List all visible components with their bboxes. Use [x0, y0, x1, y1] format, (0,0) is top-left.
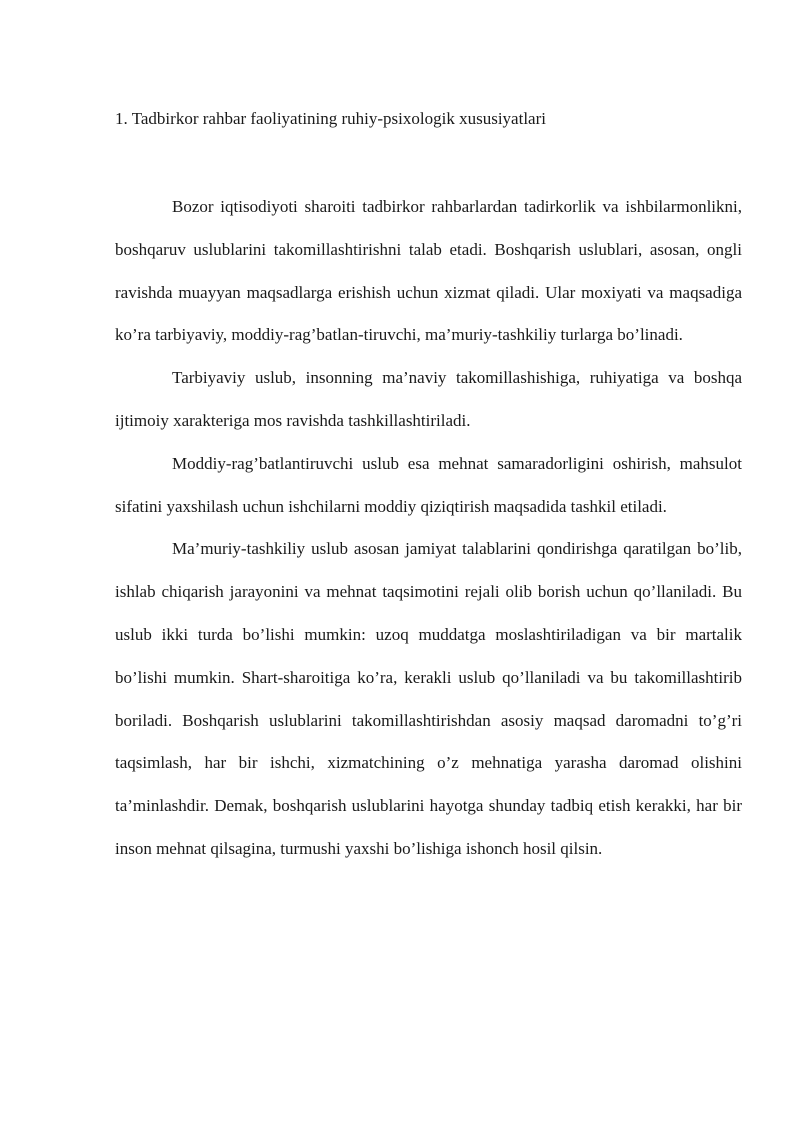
paragraph: Tarbiyaviy uslub, insonning ma’naviy takomillashishiga, ruhiyatiga va boshqa ijtimoiy xarakteriga mos ravishda tashkillashtiriladi. — [115, 368, 742, 430]
paragraph: Ma’muriy-tashkiliy uslub asosan jamiyat talablarini qondirishga qaratilgan bo’lib, ishlab chiqarish jarayonini va mehnat taqsimotini rejali olib borish uchun qo’llaniladi. Bu uslub ikki turda bo’lishi mumkin: uzoq muddatga moslashtiriladigan va bir martalik bo’lishi mumkin. Shart-sharoitiga ko’ra, kerakli uslub qo’llaniladi va bu takomillashtirib boriladi. Boshqarish uslublarini takomillashtirishdan asosiy maqsad daromadni to’g’ri taqsimlash, har bir ishchi, xizmatchining o’z mehnatiga yarasha daromad olishini ta’minlashdir. Demak, boshqarish uslublarini hayotga shunday tadbiq etish kerakki, har bir inson mehnat qilsagina, turmushi yaxshi bo’lishiga ishonch hosil qilsin. — [115, 539, 742, 858]
paragraph: Bozor iqtisodiyoti sharoiti tadbirkor rahbarlardan tadirkorlik va ishbilarmonlikni, boshqaruv uslublarini takomillashtirishni talab etadi. Boshqarish uslublari, asosan, ongli ravishda muayyan maqsadlarga erishish uchun xizmat qiladi. Ular moxiyati va maqsadiga ko’ra tarbiyaviy, moddiy-rag’batlan-tiruvchi, ma’muriy-tashkiliy turlarga bo’linadi. — [115, 197, 742, 345]
paragraph: Moddiy-rag’batlantiruvchi uslub esa mehnat samaradorligini oshirish, mahsulot sifatini yaxshilash uchun ishchilarni moddiy qiziqtirish maqsadida tashkil etiladi. — [115, 453, 742, 516]
document-body — [115, 186, 742, 871]
section-heading: 1. Tadbirkor rahbar faoliyatining ruhiy-psixologik xususiyatlari — [115, 109, 546, 128]
